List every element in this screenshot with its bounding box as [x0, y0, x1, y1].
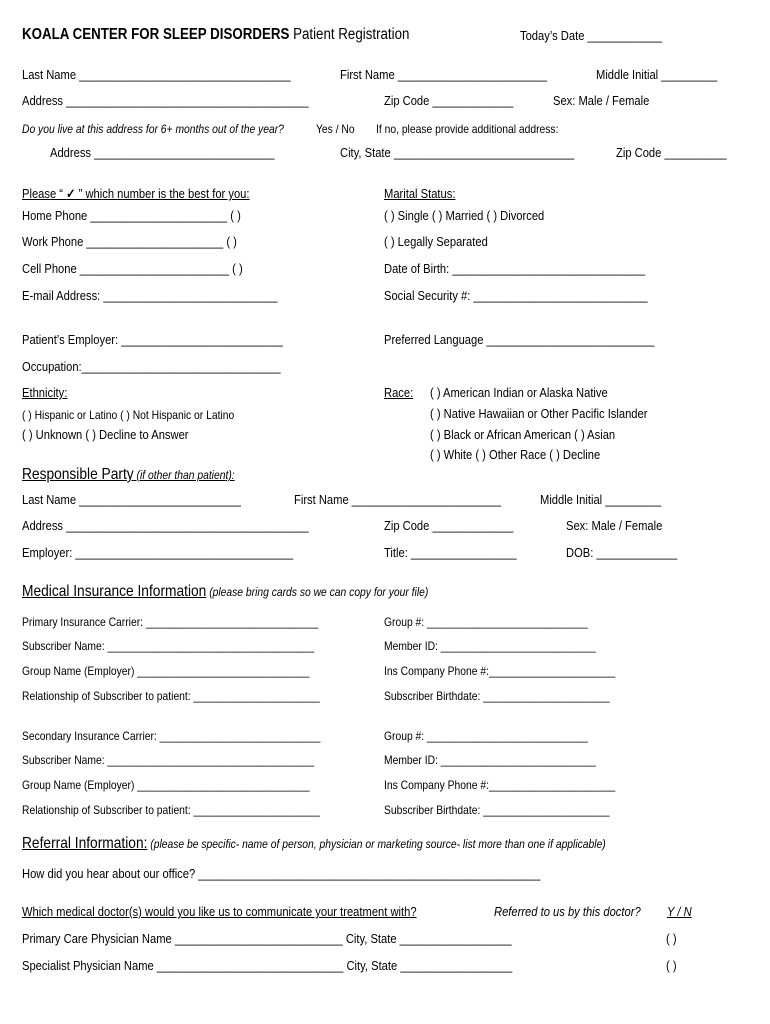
resp-title-field[interactable]: Title: _________________: [384, 545, 517, 560]
ethnicity-options-row1[interactable]: ( ) Hispanic or Latino ( ) Not Hispanic or Latino: [22, 408, 235, 422]
resp-sex-field[interactable]: Sex: Male / Female: [566, 518, 663, 533]
secondary-birthdate-field[interactable]: Subscriber Birthdate: ______________________: [384, 803, 610, 817]
secondary-group-field[interactable]: Group #: ____________________________: [384, 729, 588, 743]
ethnicity-label: Ethnicity:: [22, 385, 68, 400]
alt-city-state-field[interactable]: City, State _____________________________: [340, 145, 575, 160]
primary-birthdate-field[interactable]: Subscriber Birthdate: ______________________: [384, 689, 610, 703]
insurance-note: (please bring cards so we can copy for your file): [206, 585, 429, 599]
race-option-row1[interactable]: ( ) American Indian or Alaska Native: [430, 385, 608, 400]
specialist-physician-checkbox[interactable]: ( ): [666, 958, 677, 973]
secondary-carrier-field[interactable]: Secondary Insurance Carrier: ____________________________: [22, 729, 321, 743]
marital-options-row1[interactable]: ( ) Single ( ) Married ( ) Divorced: [384, 208, 545, 223]
address-field[interactable]: Address _______________________________________: [22, 93, 309, 108]
which-doctor-question: Which medical doctor(s) would you like us to communicate your treatment with?: [22, 904, 417, 919]
live-if-no-note: If no, please provide additional address:: [376, 122, 559, 136]
referred-by-question: Referred to us by this doctor?: [494, 904, 641, 919]
race-option-row4[interactable]: ( ) White ( ) Other Race ( ) Decline: [430, 447, 601, 462]
race-label: Race:: [384, 385, 414, 400]
resp-middle-initial-field[interactable]: Middle Initial _________: [540, 492, 662, 507]
marital-status-label: Marital Status:: [384, 186, 456, 201]
primary-member-id-field[interactable]: Member ID: ___________________________: [384, 639, 596, 653]
resp-zip-field[interactable]: Zip Code _____________: [384, 518, 514, 533]
secondary-subscriber-field[interactable]: Subscriber Name: ____________________________________: [22, 753, 315, 767]
primary-relationship-field[interactable]: Relationship of Subscriber to patient: ______________________: [22, 689, 320, 703]
race-option-row2[interactable]: ( ) Native Hawaiian or Other Pacific Islander: [430, 406, 648, 421]
last-name-field[interactable]: Last Name __________________________________: [22, 67, 291, 82]
primary-carrier-field[interactable]: Primary Insurance Carrier: ______________________________: [22, 615, 319, 629]
best-number-instruction: [22, 186, 250, 202]
instruction-suffix: ” which number is the best for you:: [75, 186, 250, 201]
responsible-party-note: (if other than patient):: [133, 468, 235, 482]
resp-first-name-field[interactable]: First Name ________________________: [294, 492, 502, 507]
resp-address-field[interactable]: Address _______________________________________: [22, 518, 309, 533]
resp-last-name-field[interactable]: Last Name __________________________: [22, 492, 241, 507]
live-at-address-question: Do you live at this address for 6+ months out of the year?: [22, 122, 284, 136]
first-name-field[interactable]: First Name ________________________: [340, 67, 548, 82]
live-yes-no[interactable]: Yes / No: [316, 122, 355, 136]
work-phone-field[interactable]: Work Phone ______________________ ( ): [22, 234, 237, 249]
preferred-language-field[interactable]: Preferred Language ___________________________: [384, 332, 655, 347]
primary-group-field[interactable]: Group #: ____________________________: [384, 615, 588, 629]
primary-subscriber-field[interactable]: Subscriber Name: ____________________________________: [22, 639, 315, 653]
instruction-prefix: Please “: [22, 186, 64, 201]
employer-field[interactable]: Patient’s Employer: __________________________: [22, 332, 283, 347]
email-field[interactable]: E-mail Address: ____________________________: [22, 288, 278, 303]
ethnicity-options-row2[interactable]: ( ) Unknown ( ) Decline to Answer: [22, 427, 189, 442]
insurance-heading: [22, 584, 428, 600]
alt-zip-field[interactable]: Zip Code __________: [616, 145, 727, 160]
race-option-row3[interactable]: ( ) Black or African American ( ) Asian: [430, 427, 616, 442]
responsible-party-heading: [22, 467, 235, 483]
responsible-party-title: Responsible Party: [22, 466, 134, 483]
secondary-ins-phone-field[interactable]: Ins Company Phone #:______________________: [384, 778, 616, 792]
date-of-birth-field[interactable]: Date of Birth: _______________________________: [384, 261, 646, 276]
middle-initial-field[interactable]: Middle Initial _________: [596, 67, 718, 82]
checkmark-icon: ✓: [66, 186, 76, 201]
secondary-member-id-field[interactable]: Member ID: ___________________________: [384, 753, 596, 767]
primary-physician-checkbox[interactable]: ( ): [666, 931, 677, 946]
marital-options-row2[interactable]: ( ) Legally Separated: [384, 234, 488, 249]
referral-heading: [22, 836, 606, 852]
referred-yes-no[interactable]: Y / N: [667, 904, 692, 919]
primary-group-name-field[interactable]: Group Name (Employer) ______________________________: [22, 664, 310, 678]
primary-physician-field[interactable]: Primary Care Physician Name ___________________________ City, State __________________: [22, 931, 512, 946]
sex-field[interactable]: Sex: Male / Female: [553, 93, 650, 108]
home-phone-field[interactable]: Home Phone ______________________ ( ): [22, 208, 241, 223]
insurance-title: Medical Insurance Information: [22, 583, 207, 600]
referral-note: (please be specific- name of person, physician or marketing source- list more than one if applicable): [147, 837, 606, 851]
form-title-clinic: KOALA CENTER FOR SLEEP DISORDERS: [22, 26, 290, 43]
ssn-field[interactable]: Social Security #: ____________________________: [384, 288, 648, 303]
hear-about-field[interactable]: How did you hear about our office? _______________________________________________________: [22, 866, 541, 881]
todays-date-field[interactable]: Today’s Date ____________: [520, 28, 663, 43]
cell-phone-field[interactable]: Cell Phone ________________________ ( ): [22, 261, 243, 276]
form-title: [22, 27, 409, 43]
secondary-relationship-field[interactable]: Relationship of Subscriber to patient: ______________________: [22, 803, 320, 817]
resp-employer-field[interactable]: Employer: ___________________________________: [22, 545, 294, 560]
resp-dob-field[interactable]: DOB: _____________: [566, 545, 678, 560]
alt-address-field[interactable]: Address _____________________________: [50, 145, 275, 160]
specialist-physician-field[interactable]: Specialist Physician Name ______________________________ City, State __________________: [22, 958, 513, 973]
zip-field[interactable]: Zip Code _____________: [384, 93, 514, 108]
form-title-suffix: Patient Registration: [289, 26, 410, 43]
occupation-field[interactable]: Occupation:________________________________: [22, 359, 281, 374]
referral-title: Referral Information:: [22, 835, 148, 852]
primary-ins-phone-field[interactable]: Ins Company Phone #:______________________: [384, 664, 616, 678]
secondary-group-name-field[interactable]: Group Name (Employer) ______________________________: [22, 778, 310, 792]
